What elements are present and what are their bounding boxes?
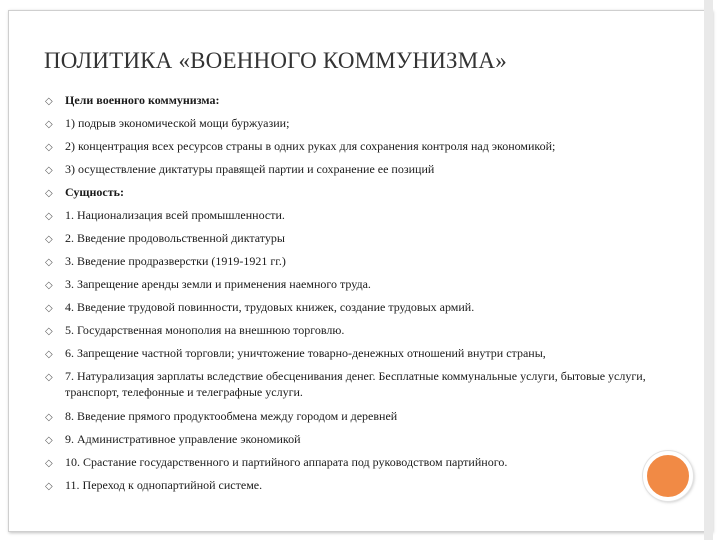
list-item	[44, 115, 654, 138]
list-item	[44, 92, 654, 115]
list-item-text: 2) концентрация всех ресурсов страны в одних руках для сохранения контроля над экономикой;	[65, 139, 556, 153]
list-item	[44, 408, 654, 431]
list-item	[44, 345, 654, 368]
slide-title: ПОЛИТИКА «ВОЕННОГО КОММУНИЗМА»	[44, 48, 507, 73]
list-item	[44, 230, 654, 253]
diamond-bullet-icon: ◇	[45, 142, 53, 153]
diamond-bullet-icon: ◇	[45, 211, 53, 222]
diamond-bullet-icon: ◇	[45, 280, 53, 291]
list-item-text: 10. Срастание государственного и партийного аппарата под руководством партийного.	[65, 455, 508, 469]
list-item-text: 5. Государственная монополия на внешнюю торговлю.	[65, 323, 345, 337]
list-item	[44, 161, 654, 184]
diamond-bullet-icon: ◇	[45, 458, 53, 469]
list-item	[44, 431, 654, 454]
list-item	[44, 184, 654, 207]
list-item	[44, 454, 654, 477]
diamond-bullet-icon: ◇	[45, 412, 53, 423]
list-item-text: 1) подрыв экономической мощи буржуазии;	[65, 116, 290, 130]
list-item	[44, 322, 654, 345]
list-item	[44, 477, 654, 500]
diamond-bullet-icon: ◇	[45, 481, 53, 492]
list-item	[44, 207, 654, 230]
diamond-bullet-icon: ◇	[45, 435, 53, 446]
list-item-text: 4. Введение трудовой повинности, трудовых книжек, создание трудовых армий.	[65, 300, 475, 314]
list-item-text: 3. Введение продразверстки (1919-1921 гг.)	[65, 254, 286, 268]
bullet-list	[44, 92, 654, 500]
diamond-bullet-icon: ◇	[45, 165, 53, 176]
right-edge-stripe	[704, 0, 713, 540]
list-item	[44, 368, 654, 408]
orange-circle-decoration	[643, 451, 693, 501]
diamond-bullet-icon: ◇	[45, 257, 53, 268]
diamond-bullet-icon: ◇	[45, 372, 53, 383]
list-item-text: 7. Натурализация зарплаты вследствие обесценивания денег. Бесплатные коммунальные услуги, бытовые услуги, транспорт, телефонные и телеграфные услуги.	[65, 369, 646, 399]
list-item	[44, 253, 654, 276]
diamond-bullet-icon: ◇	[45, 188, 53, 199]
diamond-bullet-icon: ◇	[45, 234, 53, 245]
list-item	[44, 138, 654, 161]
list-item-text: 11. Переход к однопартийной системе.	[65, 478, 263, 492]
list-item-text: 3. Запрещение аренды земли и применения наемного труда.	[65, 277, 371, 291]
diamond-bullet-icon: ◇	[45, 303, 53, 314]
list-item-text: 8. Введение прямого продуктообмена между городом и деревней	[65, 409, 398, 423]
list-item-text: Сущность:	[65, 185, 124, 199]
diamond-bullet-icon: ◇	[45, 96, 53, 107]
list-item-text: Цели военного коммунизма:	[65, 93, 220, 107]
diamond-bullet-icon: ◇	[45, 349, 53, 360]
list-item	[44, 299, 654, 322]
list-item-text: 9. Административное управление экономикой	[65, 432, 301, 446]
list-item-text: 6. Запрещение частной торговли; уничтожение товарно-денежных отношений внутри страны,	[65, 346, 546, 360]
list-item-text: 2. Введение продовольственной диктатуры	[65, 231, 285, 245]
diamond-bullet-icon: ◇	[45, 326, 53, 337]
diamond-bullet-icon: ◇	[45, 119, 53, 130]
list-item	[44, 276, 654, 299]
list-item-text: 3) осуществление диктатуры правящей партии и сохранение ее позиций	[65, 162, 435, 176]
list-item-text: 1. Национализация всей промышленности.	[65, 208, 285, 222]
